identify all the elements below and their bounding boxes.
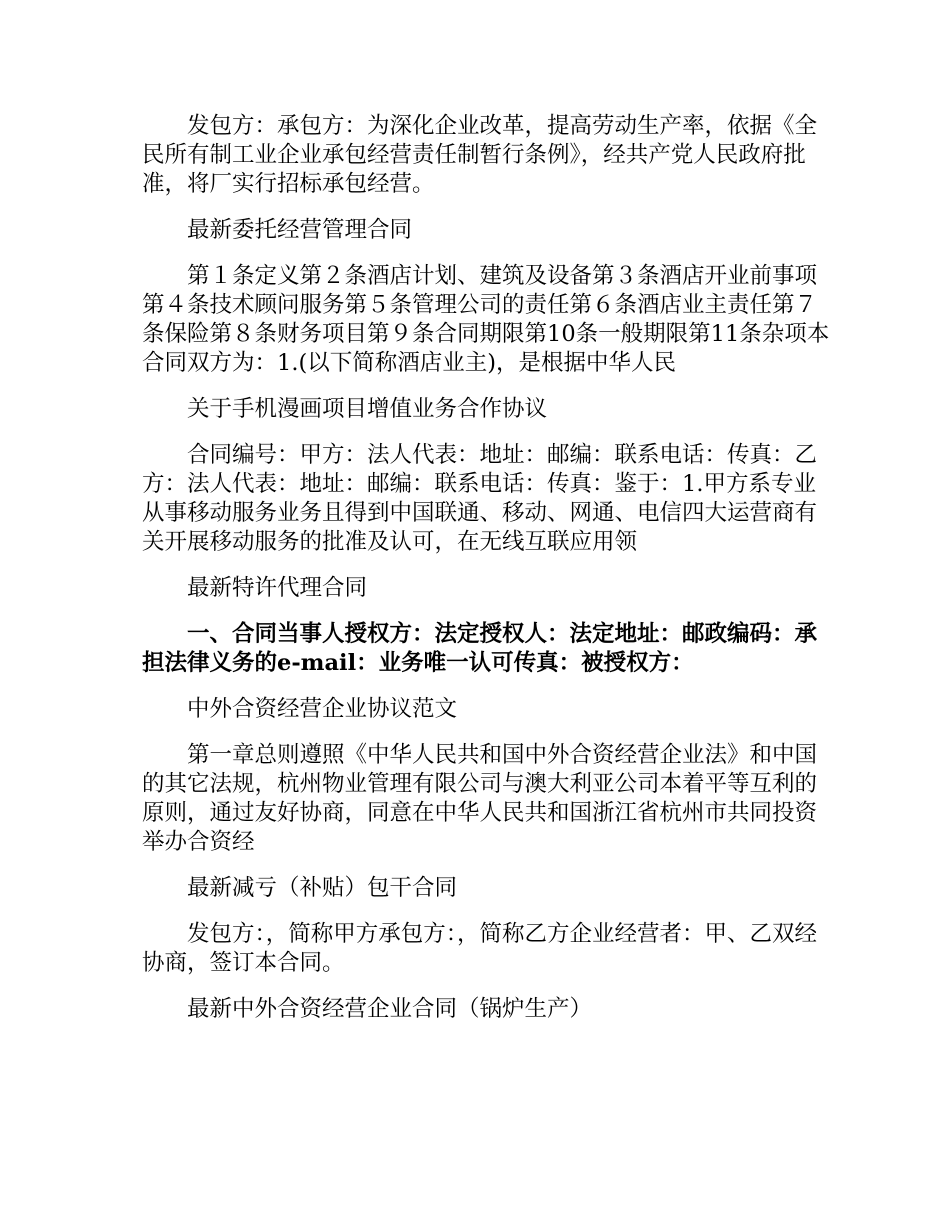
paragraph-mobile-comic-parties: 合同编号：甲方：法人代表：地址：邮编：联系电话：传真：乙方：法人代表：地址：邮编：联系电话：传真：鉴于：1.甲方系专业从事移动服务业务且得到中国联通、移动、网通、电信四大运营商有关开展移动服务的批准及认可，在无线互联应用领 [142,442,818,555]
paragraph-joint-venture-general: 第一章总则遵照《中华人民共和国中外合资经营企业法》和中国的其它法规，杭州物业管理有限公司与澳大利亚公司本着平等互利的原则，通过友好协商，同意在中华人民共和国浙江省杭州市共同投资举办合资经 [142,742,818,855]
document-page [142,112,832,1041]
heading-franchise-agency-contract: 最新特许代理合同 [187,575,368,601]
heading-entrusted-management-contract: 最新委托经营管理合同 [187,217,413,243]
heading-mobile-comic-agreement: 关于手机漫画项目增值业务合作协议 [187,396,548,422]
paragraph-franchise-parties: 一、合同当事人授权方：法定授权人：法定地址：邮政编码：承担法律义务的e-mail：业务唯一认可传真：被授权方： [142,621,818,676]
paragraph-contract-intro: 发包方：承包方：为深化企业改革，提高劳动生产率，依据《全民所有制工业企业承包经营责任制暂行条例》，经共产党人民政府批准，将厂实行招标承包经营。 [142,113,818,197]
paragraph-hotel-articles: 第１条定义第２条酒店计划、建筑及设备第３条酒店开业前事项第４条技术顾问服务第５条管理公司的责任第６条酒店业主责任第７条保险第８条财务项目第９条合同期限第10条一般期限第11条杂项本合同双方为：1.(以下简称酒店业主)，是根据中华人民 [142,263,830,376]
heading-loss-reduction-contract: 最新减亏（补贴）包干合同 [187,875,458,901]
paragraph-loss-reduction-parties: 发包方：，简称甲方承包方：，简称乙方企业经营者：甲、乙双经协商，签订本合同。 [142,921,818,976]
heading-boiler-joint-venture-contract: 最新中外合资经营企业合同（锅炉生产） [187,996,593,1022]
heading-joint-venture-agreement: 中外合资经营企业协议范文 [187,696,458,722]
